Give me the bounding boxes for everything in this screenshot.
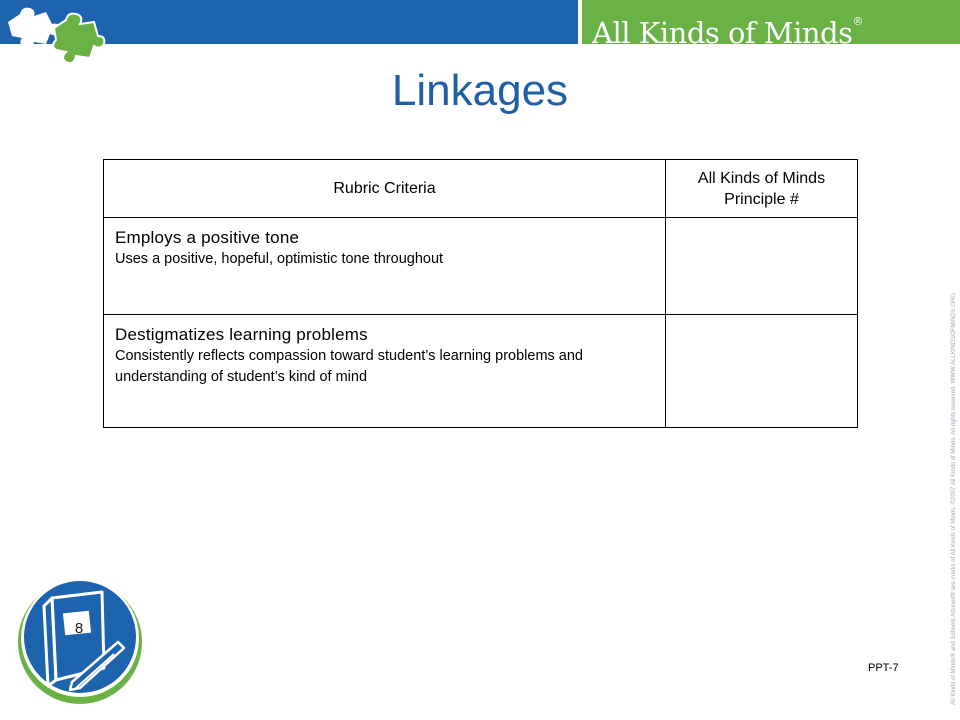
header-rubric-criteria: Rubric Criteria — [104, 160, 666, 218]
table-row — [104, 315, 858, 428]
slide-title: Linkages — [391, 66, 569, 115]
criteria-description: Uses a positive, hopeful, optimistic tone throughout — [115, 251, 444, 267]
slide-code: PPT-7 — [868, 662, 899, 674]
criteria-cell — [104, 315, 666, 428]
brand-logo-text: All Kinds of Minds® — [592, 15, 863, 50]
header-principle-label: All Kinds of Minds Principle # — [697, 169, 826, 208]
book-badge-icon — [14, 576, 144, 706]
table-row — [104, 218, 858, 315]
rubric-table — [103, 159, 858, 428]
criteria-title: Destigmatizes learning problems — [115, 325, 368, 344]
principle-cell[interactable] — [666, 315, 858, 428]
criteria-description: Consistently reflects compassion toward student’s learning problems and understanding of student’s kind of mind — [115, 348, 584, 385]
principle-cell[interactable] — [666, 218, 858, 315]
badge-number: 8 — [74, 620, 84, 637]
criteria-cell — [104, 218, 666, 315]
header-principle — [666, 160, 858, 218]
criteria-title: Employs a positive tone — [115, 228, 300, 247]
puzzle-logo-icon — [0, 0, 112, 70]
table-header-row — [104, 160, 858, 218]
puzzle-white-piece — [8, 8, 60, 49]
copyright-side-note: All Kinds of Minds® and Schools Attuned® are marks of All Kinds of Minds. ©2007 All Kinds of Minds. All rights reserved. WWW.ALLKINDSOFMINDS.ORG — [951, 292, 957, 705]
puzzle-green-piece — [53, 14, 104, 64]
